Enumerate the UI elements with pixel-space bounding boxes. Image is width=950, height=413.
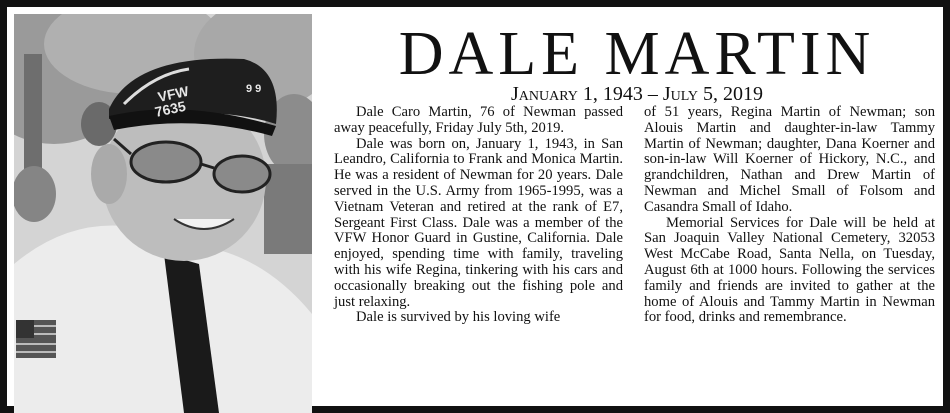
cap-text-line2: 7635 bbox=[153, 97, 188, 120]
obituary-column-1 bbox=[334, 105, 623, 326]
obit-paragraph: Dale Caro Martin, 76 of Newman passed away peacefully, Friday July 5th, 2019. bbox=[334, 104, 623, 136]
obit-paragraph: Memorial Services for Dale will be held at San Joaquin Valley National Cemetery, 32053 West McCabe Road, Santa Nella, on Tuesday, August 6th at 1000 hours. Following the services family and friends are invited to gather at the home of Alouis and Tammy Martin in Newman for food, drinks and remembrance. bbox=[644, 214, 935, 326]
obit-paragraph: of 51 years, Regina Martin of Newman; son Alouis Martin and daughter-in-law Tammy Martin of Newman; daughter, Dana Koerner and son-in-law Will Koerner of Hickory, N.C., and grandchildren, Nathan and Drew Martin of Newman and Michel Small of Folsom and Casandra Small of Idaho. bbox=[644, 104, 935, 215]
cap-pin-text: 9 9 bbox=[246, 83, 262, 95]
obit-paragraph: Dale was born on, January 1, 1943, in San Leandro, California to Frank and Monica Martin. He was a resident of Newman for 20 years. Dale served in the U.S. Army from 1965-1995, was a Vietnam Veteran and retired at the rank of E7, Sergeant First Class. Dale was a member of the VFW Honor Guard in Gustine, California. Dale enjoyed, spending time with family, traveling with his wife Regina, tinkering with his cars and occasionally breaking out the fishing pole and just relaxing. bbox=[334, 135, 623, 310]
obit-paragraph: Dale is survived by his loving wife bbox=[356, 309, 561, 326]
cap-text-line1: VFW bbox=[156, 82, 191, 105]
obituary-dates: January 1, 1943 – July 5, 2019 bbox=[510, 83, 764, 105]
obituary-name: DALE MARTIN bbox=[398, 20, 876, 88]
obituary-column-2 bbox=[644, 105, 935, 326]
portrait-photo bbox=[14, 14, 312, 413]
